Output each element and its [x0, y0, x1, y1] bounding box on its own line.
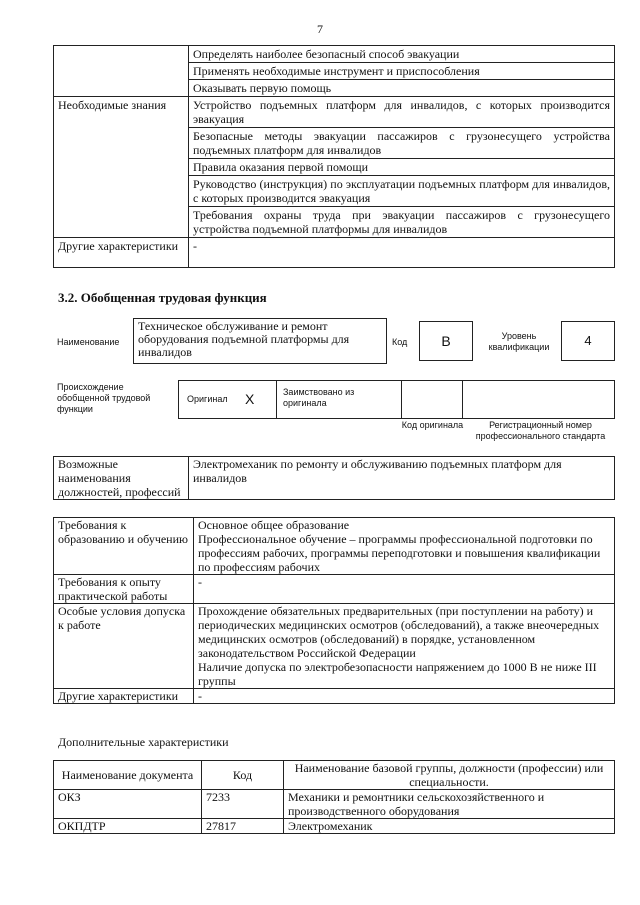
original-label: Оригинал — [187, 394, 228, 404]
header-doc: Наименование документа — [54, 761, 202, 790]
divider — [462, 381, 463, 418]
code-label: Код — [392, 337, 408, 347]
header-name: Наименование базовой группы, должности (профессии) или специальности. — [284, 761, 615, 790]
function-code: B — [419, 321, 473, 361]
knowledge-table — [53, 45, 615, 268]
table-row — [54, 604, 615, 689]
table-row — [54, 518, 615, 575]
edu-label: Требования к образованию и обучению — [54, 518, 194, 575]
other-value: - — [189, 238, 615, 268]
table-row — [54, 819, 615, 834]
function-name: Техническое обслуживание и ремонт оборудования подъемной платформы для инвалидов — [133, 318, 387, 364]
borrowed-label: Заимствовано из оригинала — [283, 387, 355, 408]
doc-cell: ОКПДТР — [54, 819, 202, 834]
original-mark: X — [245, 391, 255, 407]
additional-table — [53, 760, 615, 834]
code-cell: 27817 — [202, 819, 284, 834]
positions-value: Электромеханик по ремонту и обслуживанию подъемных платформ для инвалидов — [189, 457, 615, 500]
level-label: Уровень квалификации — [488, 331, 550, 352]
knowledge-cell: Правила оказания первой помощи — [189, 159, 615, 176]
edu-line-1: Основное общее образование — [198, 518, 350, 532]
requirements-table — [53, 517, 615, 704]
special-line-1: Прохождение обязательных предварительных (при поступлении на работу) и периодических медицинских осмотров (обследований), а также внеочередных медицинских осмотров (обследований) в порядке, установленном законодательством Российской Федерации — [198, 604, 600, 660]
doc-cell: ОКЗ — [54, 790, 202, 819]
exp-value: - — [194, 575, 615, 604]
special-value — [194, 604, 615, 689]
knowledge-cell: Требования охраны труда при эвакуации пассажиров с грузонесущего устройства подъемной платформы для инвалидов — [189, 207, 615, 238]
exp-label: Требования к опыту практической работы — [54, 575, 194, 604]
knowledge-cell: Руководство (инструкция) по эксплуатации подъемных платформ для инвалидов, с которых производится эвакуация — [189, 176, 615, 207]
reg-caption: Регистрационный номер профессионального стандарта — [475, 420, 606, 441]
origin-box — [178, 380, 615, 419]
edu-value — [194, 518, 615, 575]
page-number: 7 — [317, 22, 323, 36]
knowledge-cell: Устройство подъемных платформ для инвалидов, с которых производится эвакуация — [189, 97, 615, 128]
table-row — [54, 689, 615, 704]
knowledge-label: Необходимые знания — [54, 97, 189, 238]
divider — [401, 381, 402, 418]
name-cell: Электромеханик — [284, 819, 615, 834]
skill-cell: Применять необходимые инструмент и приспособления — [189, 63, 615, 80]
table-row — [54, 46, 615, 63]
origin-label: Происхождение обобщенной трудовой функции — [57, 382, 151, 414]
special-label: Особые условия допуска к работе — [54, 604, 194, 689]
skill-cell: Определять наиболее безопасный способ эвакуации — [189, 46, 615, 63]
empty-label-cell — [54, 46, 189, 97]
level-value: 4 — [561, 321, 615, 361]
table-row — [54, 457, 615, 500]
table-row — [54, 97, 615, 128]
code-cell: 7233 — [202, 790, 284, 819]
other-label: Другие характеристики — [54, 689, 194, 704]
name-label: Наименование — [57, 337, 120, 347]
additional-title: Дополнительные характеристики — [58, 735, 229, 749]
name-cell: Механики и ремонтники сельскохозяйственного и производственного оборудования — [284, 790, 615, 819]
code-caption: Код оригинала — [401, 420, 464, 430]
table-header-row — [54, 761, 615, 790]
other-label: Другие характеристики — [54, 238, 189, 268]
header-code: Код — [202, 761, 284, 790]
special-line-2: Наличие допуска по электробезопасности напряжением до 1000 В не ниже III группы — [198, 660, 597, 688]
edu-line-2: Профессиональное обучение – программы профессиональной подготовки по профессиям рабочих, программы переподготовки и повышения квалификации по профессиям рабочих — [198, 532, 601, 574]
table-row — [54, 575, 615, 604]
divider — [276, 381, 277, 418]
other-value: - — [194, 689, 615, 704]
section-title: 3.2. Обобщенная трудовая функция — [58, 290, 267, 305]
positions-label: Возможные наименования должностей, профессий — [54, 457, 189, 500]
table-row — [54, 790, 615, 819]
skill-cell: Оказывать первую помощь — [189, 80, 615, 97]
table-row — [54, 238, 615, 268]
positions-table — [53, 456, 615, 500]
knowledge-cell: Безопасные методы эвакуации пассажиров с грузонесущего устройства подъемных платформ для инвалидов — [189, 128, 615, 159]
